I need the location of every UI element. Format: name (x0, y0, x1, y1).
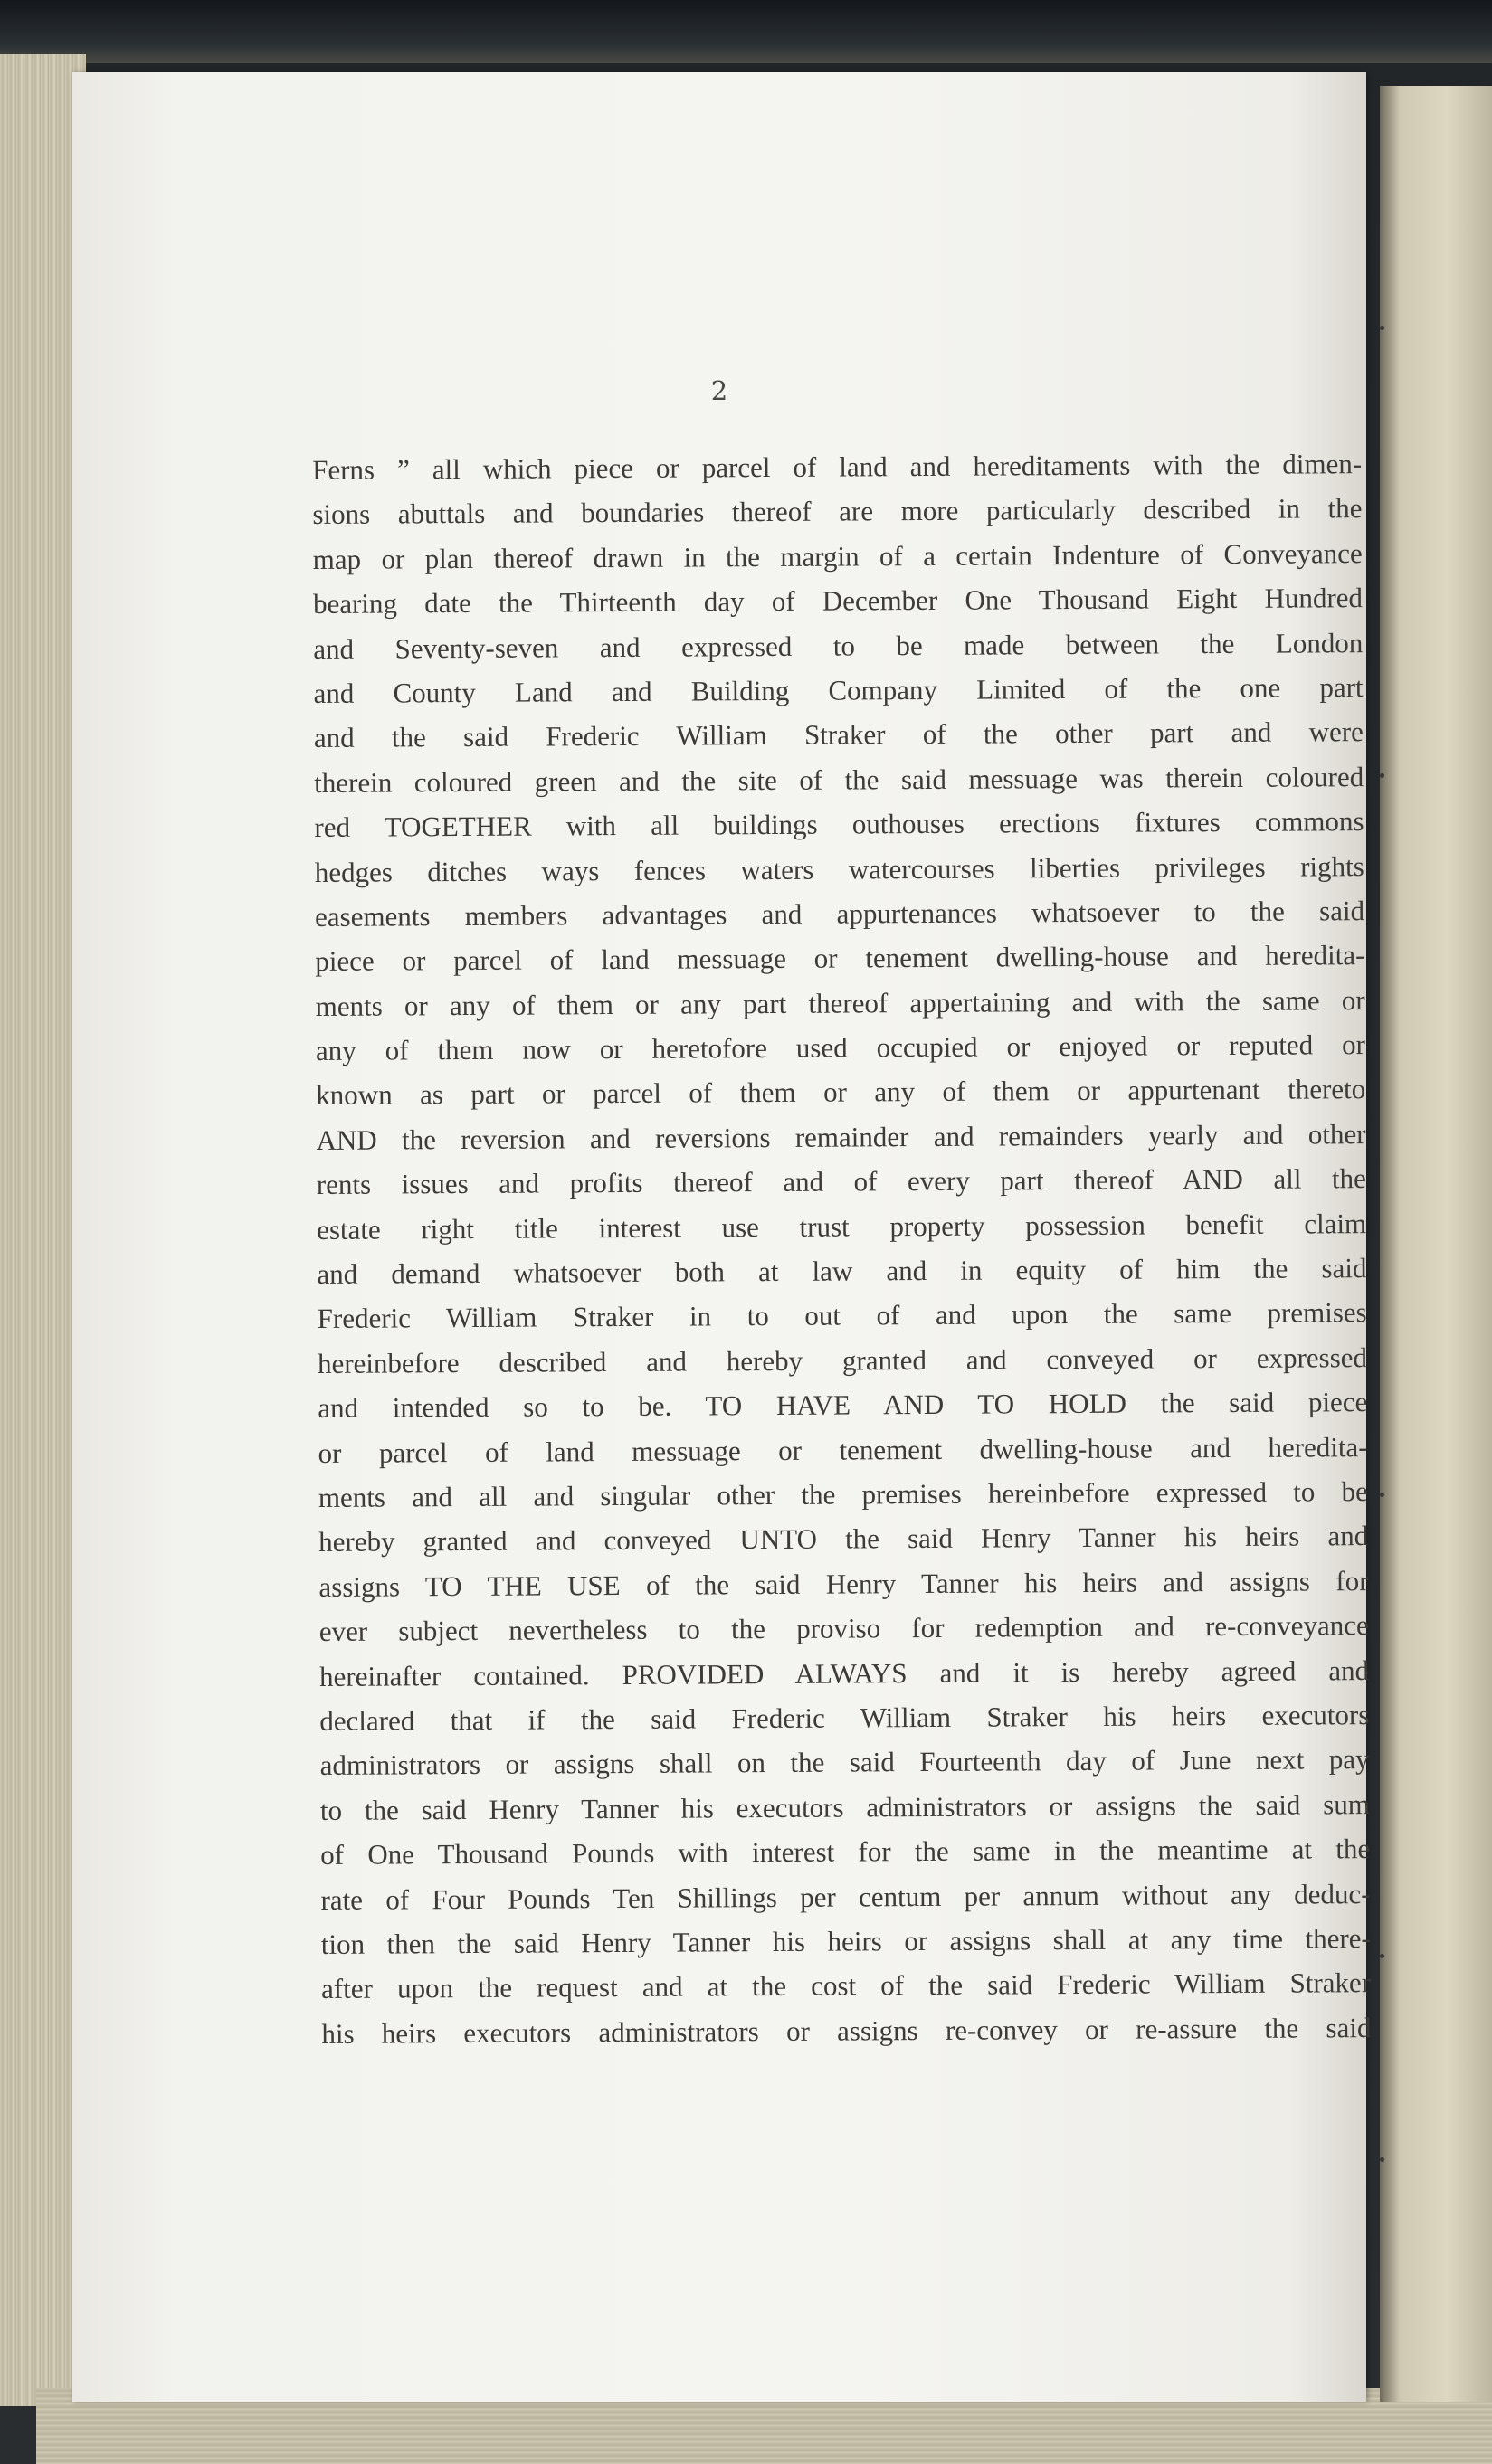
text-line: piece or parcel of land messuage or tenement dwelling-house and heredita- (315, 939, 1365, 978)
text-line: and Seventy-seven and expressed to be made between the London (313, 626, 1364, 665)
text-line: to the said Henry Tanner his executors administrators or assigns the said sum (319, 1787, 1371, 1826)
text-line: therein coloured green and the site of the said messuage was therein coloured (314, 760, 1364, 799)
binding-hole-mark (1380, 1493, 1384, 1497)
text-line: sions abuttals and boundaries thereof are more particularly described in the (312, 492, 1363, 531)
text-line: of One Thousand Pounds with interest for the same in the meantime at the (320, 1833, 1371, 1872)
document-page (72, 72, 1372, 2402)
text-line: hereby granted and conveyed UNTO the said Henry Tanner his heirs and (318, 1520, 1369, 1559)
text-line: AND the reversion and reversions remainder and remainders yearly and other (316, 1117, 1366, 1156)
text-line: bearing date the Thirteenth day of December One Thousand Eight Hundred (312, 582, 1364, 621)
text-line: after upon the request and at the cost of the said Frederic William Straker (321, 1966, 1372, 2005)
text-line: ever subject nevertheless to the proviso for redemption and re-conveyance (318, 1609, 1369, 1648)
text-line: Ferns ” all which piece or parcel of land and hereditaments with the dimen- (312, 448, 1363, 486)
text-line: any of them now or heretofore used occupied or enjoyed or reputed or (315, 1028, 1366, 1067)
text-line: rate of Four Pounds Ten Shillings per centum per annum without any deduc- (320, 1877, 1371, 1916)
text-line: administrators or assigns shall on the said Fourteenth day of June next pay (319, 1743, 1370, 1782)
text-line: ments and all and singular other the premises hereinbefore expressed to be (318, 1475, 1368, 1513)
page-number: 2 (710, 375, 728, 406)
text-line: and demand whatsoever both at law and in equity of him the said (317, 1252, 1367, 1291)
text-line: easements members advantages and appurtenances whatsoever to the said (314, 895, 1365, 933)
text-line: estate right title interest use trust property possession benefit claim (317, 1207, 1367, 1246)
text-line: and County Land and Building Company Limited of the one part (313, 671, 1364, 709)
text-line: hereinafter contained. PROVIDED ALWAYS and it is hereby agreed and (318, 1654, 1370, 1692)
text-line: rents issues and profits thereof and of every part thereof AND all the (316, 1162, 1366, 1201)
text-line: ments or any of them or any part thereof appertaining and with the same or (315, 983, 1365, 1022)
text-line: known as part or parcel of them or any of them or appurtenant thereto (316, 1073, 1366, 1112)
book-cover-edge (0, 0, 1492, 63)
binding-hole-mark (1380, 1954, 1384, 1958)
text-line: his heirs executors administrators or assigns re-convey or re-assure the said (321, 2011, 1372, 2050)
binding-hole-mark (1380, 326, 1384, 330)
binding-hole-mark (1380, 2157, 1384, 2162)
text-line: tion then the said Henry Tanner his heirs or assigns shall at any time there- (320, 1921, 1371, 1960)
text-line: assigns TO THE USE of the said Henry Tanner his heirs and assigns for (318, 1564, 1369, 1603)
text-line: map or plan thereof drawn in the margin of a certain Indenture of Conveyance (312, 536, 1363, 575)
binding-hole-mark (1380, 773, 1384, 778)
body-text (312, 441, 1372, 2056)
text-line: declared that if the said Frederic William Straker his heirs executors (319, 1699, 1370, 1737)
text-line: and intended so to be. TO HAVE AND TO HOLD the said piece (318, 1386, 1368, 1425)
text-line: or parcel of land messuage or tenement dwelling-house and heredita- (318, 1430, 1368, 1469)
text-line: Frederic William Straker in to out of and upon the same premises (317, 1296, 1367, 1335)
text-line: red TOGETHER with all buildings outhouses erections fixtures commons (314, 805, 1364, 844)
text-line: hedges ditches ways fences waters watercourses liberties privileges rights (314, 849, 1364, 888)
facing-page-marks (1380, 86, 1492, 2402)
text-line: and the said Frederic William Straker of the other part and were (313, 716, 1364, 754)
text-line: hereinbefore described and hereby granted and conveyed or expressed (317, 1341, 1368, 1379)
